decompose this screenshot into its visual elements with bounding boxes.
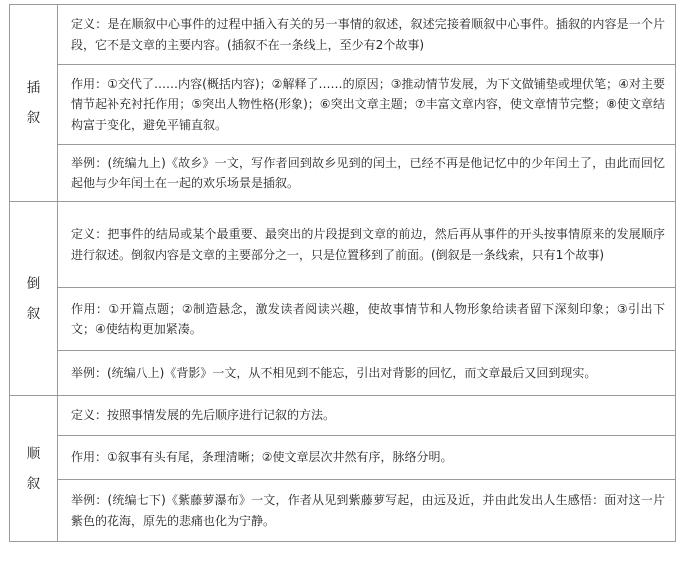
category-cell-chronological <box>10 396 58 542</box>
table-row <box>10 65 676 145</box>
category-label: 倒叙 <box>26 275 41 322</box>
category-cell-flashback <box>10 202 58 396</box>
function-text: 作用：①交代了……内容(概括内容)；②解释了……的原因；③推动情节发展，为下文做铺垫或埋伏笔；④对主要情节起补充衬托作用；⑤突出人物性格(形象)；⑥突出文章主题；⑦丰富文章内容，使文章情节完整；⑧使文章结构富于变化，避免平铺直叙。 <box>58 65 676 145</box>
example-text: 举例：(统编九上)《故乡》一文，写作者回到故乡见到的闰土，已经不再是他记忆中的少年闰土了，由此而回忆起他与少年闰土在一起的欢乐场景是插叙。 <box>58 145 676 202</box>
table-row <box>10 396 676 436</box>
function-text: 作用：①叙事有头有尾，条理清晰；②使文章层次井然有序，脉络分明。 <box>58 436 676 480</box>
example-text: 举例：(统编八上)《背影》一文，从不相见到不能忘，引出对背影的回忆，而文章最后又回到现实。 <box>58 351 676 396</box>
definition-text: 定义：是在顺叙中心事件的过程中插入有关的另一事情的叙述，叙述完接着顺叙中心事件。插叙的内容是一个片段，它不是文章的主要内容。(插叙不在一条线上，至少有2个故事) <box>58 5 676 65</box>
table-row <box>10 480 676 542</box>
category-label: 插叙 <box>26 80 41 126</box>
function-text: 作用：①开篇点题；②制造悬念，激发读者阅读兴趣，使故事情节和人物形象给读者留下深刻印象；③引出下文；④使结构更加紧凑。 <box>58 288 676 351</box>
table-row <box>10 145 676 202</box>
definition-text: 定义：把事件的结局或某个最重要、最突出的片段提到文章的前边，然后再从事件的开头按事情原来的发展顺序进行叙述。倒叙内容是文章的主要部分之一，只是位置移到了前面。(倒叙是一条线索，只有1个故事) <box>58 202 676 288</box>
category-cell-insertion <box>10 5 58 202</box>
definition-text: 定义：按照事情发展的先后顺序进行记叙的方法。 <box>58 396 676 436</box>
table-row <box>10 5 676 65</box>
table-row <box>10 202 676 288</box>
example-text: 举例：(统编七下)《紫藤萝瀑布》一文，作者从见到紫藤萝写起，由远及近，并由此发出人生感悟：面对这一片紫色的花海，原先的悲痛也化为宁静。 <box>58 480 676 542</box>
table-row <box>10 288 676 351</box>
category-label: 顺叙 <box>26 445 41 492</box>
table-row <box>10 351 676 396</box>
narrative-methods-table <box>9 4 676 542</box>
table-row <box>10 436 676 480</box>
